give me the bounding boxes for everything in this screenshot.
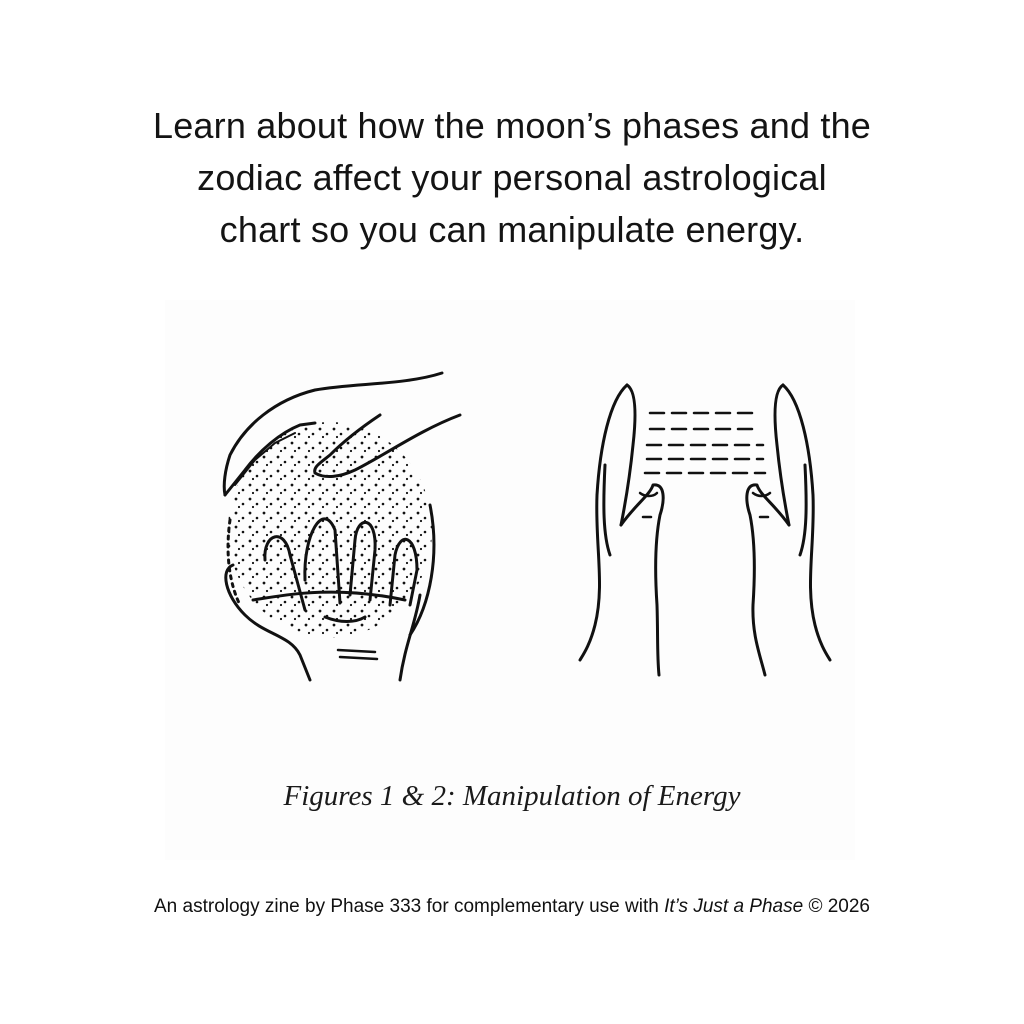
footer-copyright: © 2026 [803,896,870,917]
headline-line-1: Learn about how the moon’s phases and the [152,105,872,146]
figure-caption: Figures 1 & 2: Manipulation of Energy [283,780,741,812]
figure-2-hands-energy-illustration [565,365,845,685]
footer-credit [40,896,984,918]
figure-1-orb-hands-illustration [205,355,475,685]
footer-book-title: It’s Just a Phase [664,896,804,917]
footer-prefix: An astrology zine by Phase 333 for complementary use with [154,896,665,917]
headline-line-2: zodiac affect your personal astrological [197,157,827,198]
headline-line-3: chart so you can manipulate energy. [219,209,805,250]
headline [60,100,964,256]
